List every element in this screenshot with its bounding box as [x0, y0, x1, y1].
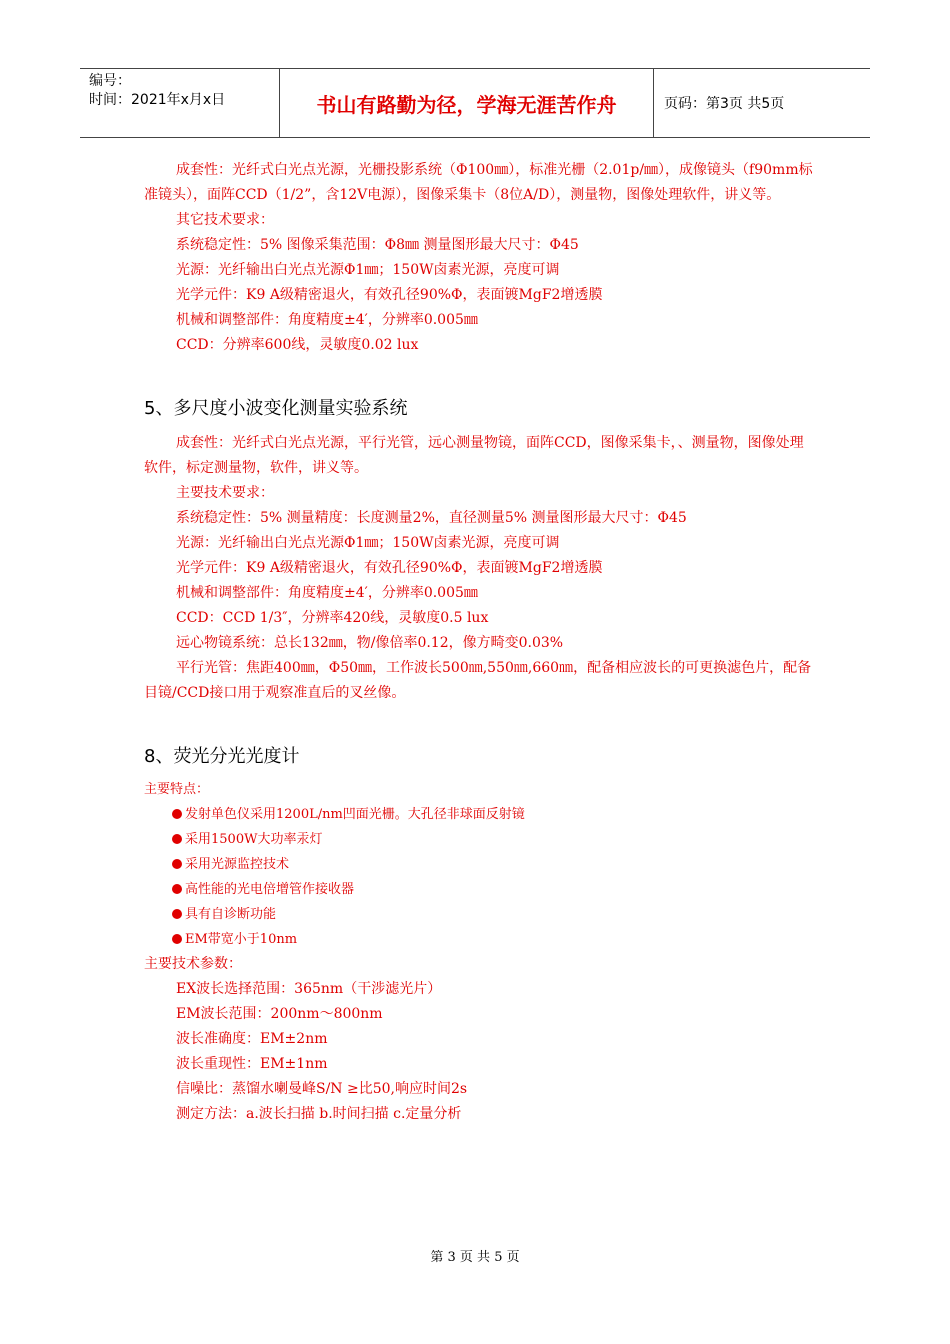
param-item: 信噪比：蒸馏水喇曼峰S/N ≥比50,响应时间2s	[176, 1081, 468, 1097]
param-item: 测定方法：a.波长扫描 b.时间扫描 c.定量分析	[176, 1106, 462, 1122]
bullet-dot-icon	[172, 809, 182, 819]
section5-title: 5、多尺度小波变化测量实验系统	[144, 398, 408, 419]
feature-text: 发射单色仪采用1200L/nm凹面光栅。大孔径非球面反射镜	[185, 807, 525, 822]
feature-text: 高性能的光电倍增管作接收器	[185, 882, 355, 897]
feature-item	[144, 802, 816, 827]
document-time: 时间：2021年x月x日	[89, 92, 226, 108]
feature-item	[144, 852, 816, 877]
section8-title: 8、荧光分光光度计	[144, 746, 300, 767]
feature-item	[144, 927, 816, 952]
param-item: 波长重现性：EM±1nm	[176, 1056, 328, 1072]
document-body	[144, 158, 816, 1127]
s4-light: 光源：光纤输出白光点光源Φ1㎜；150W卤素光源，亮度可调	[176, 262, 560, 278]
bullet-dot-icon	[172, 934, 182, 944]
s5-set-text: 成套性：光纤式白光点光源，平行光管，远心测量物镜，面阵CCD，图像采集卡，、测量物，图像处理软件，标定测量物，软件，讲义等。	[144, 435, 804, 476]
param-item: EX波长选择范围：365nm（干涉滤光片）	[176, 981, 442, 997]
s4-stability: 系统稳定性：5% 图像采集范围：Φ8㎜ 测量图形最大尺寸：Φ45	[176, 237, 579, 253]
s5-collimator: 平行光管：焦距400㎜，Φ50㎜，工作波长500㎚,550㎚,660㎚，配备相应波长的可更换滤色片，配备目镜/CCD接口用于观察准直后的叉丝像。	[144, 660, 812, 701]
s5-telecentric: 远心物镜系统：总长132㎜，物/像倍率0.12，像方畸变0.03%	[176, 635, 564, 651]
feature-text: EM带宽小于10nm	[185, 932, 298, 947]
s4-set-text: 成套性：光纤式白光点光源，光栅投影系统（Φ100㎜），标准光栅（2.01p/㎜），成像镜头（f90mm标准镜头），面阵CCD（1/2”，含12V电源），图像采集卡（8位A/D），测量物，图像处理软件，讲义等。	[144, 162, 813, 203]
feature-item	[144, 902, 816, 927]
document-number-label: 编号：	[89, 73, 131, 89]
header-page-info: 页码：第3页 共5页	[664, 96, 785, 112]
s4-req-title: 其它技术要求：	[176, 212, 274, 228]
param-item: EM波长范围：200nm～800nm	[176, 1006, 383, 1022]
param-item: 波长准确度：EM±2nm	[176, 1031, 328, 1047]
page-header	[80, 68, 870, 138]
s5-light: 光源：光纤输出白光点光源Φ1㎜；150W卤素光源，亮度可调	[176, 535, 560, 551]
feature-text: 具有自诊断功能	[185, 907, 277, 922]
s4-ccd: CCD：分辨率600线，灵敏度0.02 lux	[176, 337, 419, 353]
s4-mech: 机械和调整部件：角度精度±4′，分辨率0.005㎜	[176, 312, 478, 328]
feature-text: 采用光源监控技术	[185, 857, 290, 872]
bullet-dot-icon	[172, 884, 182, 894]
s5-optics: 光学元件：K9 A级精密退火，有效孔径90%Φ，表面镀MgF2增透膜	[176, 560, 603, 576]
bullet-dot-icon	[172, 834, 182, 844]
page-footer: 第 3 页 共 5 页	[430, 1250, 520, 1265]
header-meta	[80, 69, 280, 137]
s8-features-title: 主要特点：	[144, 782, 210, 797]
s5-stability: 系统稳定性：5% 测量精度：长度测量2%，直径测量5% 测量图形最大尺寸：Φ45	[176, 510, 687, 526]
s5-ccd: CCD：CCD 1/3″，分辨率420线，灵敏度0.5 lux	[176, 610, 489, 626]
feature-item	[144, 827, 816, 852]
bullet-dot-icon	[172, 859, 182, 869]
bullet-dot-icon	[172, 909, 182, 919]
header-motto: 书山有路勤为径，学海无涯苦作舟	[280, 69, 654, 137]
s5-mech: 机械和调整部件：角度精度±4′，分辨率0.005㎜	[176, 585, 478, 601]
feature-text: 采用1500W大功率汞灯	[185, 832, 323, 847]
s4-optics: 光学元件：K9 A级精密退火，有效孔径90%Φ，表面镀MgF2增透膜	[176, 287, 603, 303]
s5-req-title: 主要技术要求：	[176, 485, 274, 501]
s8-params-title: 主要技术参数：	[144, 956, 242, 972]
feature-item	[144, 877, 816, 902]
